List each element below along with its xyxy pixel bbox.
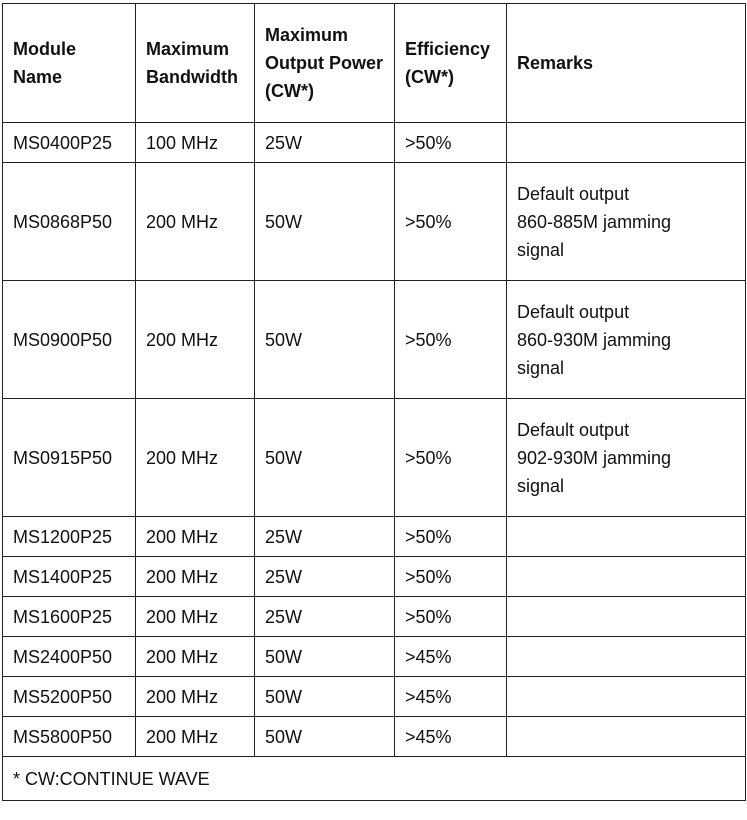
cell-bandwidth: 200 MHz xyxy=(136,637,255,677)
cell-power: 50W xyxy=(255,399,395,517)
cell-module: MS0868P50 xyxy=(3,163,136,281)
table-row xyxy=(3,717,746,757)
cell-power: 50W xyxy=(255,281,395,399)
cell-remarks xyxy=(507,557,746,597)
cell-efficiency: >50% xyxy=(395,163,507,281)
cell-remarks: Default output 860-930M jamming signal xyxy=(507,281,746,399)
cell-bandwidth: 200 MHz xyxy=(136,281,255,399)
table-row xyxy=(3,123,746,163)
cell-bandwidth: 200 MHz xyxy=(136,163,255,281)
cell-efficiency: >50% xyxy=(395,123,507,163)
cell-power: 50W xyxy=(255,163,395,281)
cell-efficiency: >50% xyxy=(395,281,507,399)
table-row xyxy=(3,597,746,637)
cell-module: MS1200P25 xyxy=(3,517,136,557)
cell-module: MS0900P50 xyxy=(3,281,136,399)
cell-power: 50W xyxy=(255,637,395,677)
module-spec-table xyxy=(2,3,746,801)
cell-power: 25W xyxy=(255,557,395,597)
cell-bandwidth: 200 MHz xyxy=(136,677,255,717)
cell-remarks: Default output 902-930M jamming signal xyxy=(507,399,746,517)
cell-efficiency: >50% xyxy=(395,399,507,517)
cell-module: MS0400P25 xyxy=(3,123,136,163)
cell-module: MS5800P50 xyxy=(3,717,136,757)
cell-power: 25W xyxy=(255,517,395,557)
table-row xyxy=(3,637,746,677)
cell-power: 50W xyxy=(255,677,395,717)
cell-remarks xyxy=(507,123,746,163)
cell-efficiency: >50% xyxy=(395,597,507,637)
table-row xyxy=(3,281,746,399)
cell-power: 50W xyxy=(255,717,395,757)
footnote-text: * CW:CONTINUE WAVE xyxy=(3,757,746,801)
cell-remarks xyxy=(507,677,746,717)
cell-module: MS1400P25 xyxy=(3,557,136,597)
header-max-bandwidth: Maximum Bandwidth xyxy=(136,4,255,123)
cell-bandwidth: 200 MHz xyxy=(136,557,255,597)
cell-module: MS2400P50 xyxy=(3,637,136,677)
table-row xyxy=(3,557,746,597)
footnote-row xyxy=(3,757,746,801)
table-row xyxy=(3,163,746,281)
cell-bandwidth: 200 MHz xyxy=(136,399,255,517)
cell-bandwidth: 100 MHz xyxy=(136,123,255,163)
header-efficiency: Efficiency (CW*) xyxy=(395,4,507,123)
table-row xyxy=(3,517,746,557)
cell-efficiency: >50% xyxy=(395,557,507,597)
cell-bandwidth: 200 MHz xyxy=(136,517,255,557)
cell-bandwidth: 200 MHz xyxy=(136,717,255,757)
cell-power: 25W xyxy=(255,597,395,637)
table-row xyxy=(3,677,746,717)
table-header-row xyxy=(3,4,746,123)
cell-module: MS1600P25 xyxy=(3,597,136,637)
header-module-name: Module Name xyxy=(3,4,136,123)
cell-power: 25W xyxy=(255,123,395,163)
cell-remarks xyxy=(507,517,746,557)
cell-remarks xyxy=(507,637,746,677)
table-row xyxy=(3,399,746,517)
cell-efficiency: >45% xyxy=(395,677,507,717)
cell-efficiency: >50% xyxy=(395,517,507,557)
header-remarks: Remarks xyxy=(507,4,746,123)
cell-module: MS5200P50 xyxy=(3,677,136,717)
cell-remarks xyxy=(507,597,746,637)
cell-remarks xyxy=(507,717,746,757)
header-max-output-power: Maximum Output Power (CW*) xyxy=(255,4,395,123)
cell-bandwidth: 200 MHz xyxy=(136,597,255,637)
cell-efficiency: >45% xyxy=(395,717,507,757)
cell-efficiency: >45% xyxy=(395,637,507,677)
cell-module: MS0915P50 xyxy=(3,399,136,517)
cell-remarks: Default output 860-885M jamming signal xyxy=(507,163,746,281)
